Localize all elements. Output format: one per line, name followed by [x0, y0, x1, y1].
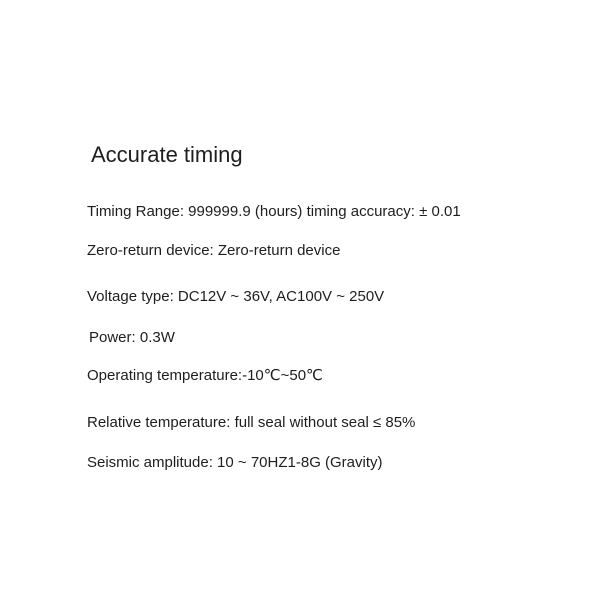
spec-operating-temperature: Operating temperature:-10℃~50℃	[87, 367, 323, 384]
spec-power: Power: 0.3W	[89, 329, 175, 346]
spec-voltage-type: Voltage type: DC12V ~ 36V, AC100V ~ 250V	[87, 288, 385, 305]
heading: Accurate timing	[91, 142, 243, 167]
spec-timing-range: Timing Range: 999999.9 (hours) timing accuracy: ± 0.01	[87, 203, 461, 220]
spec-seismic-amplitude: Seismic amplitude: 10 ~ 70HZ1-8G (Gravity)	[87, 454, 383, 471]
spec-zero-return-device: Zero-return device: Zero-return device	[87, 242, 341, 259]
spec-relative-temperature: Relative temperature: full seal without seal ≤ 85%	[87, 414, 416, 431]
